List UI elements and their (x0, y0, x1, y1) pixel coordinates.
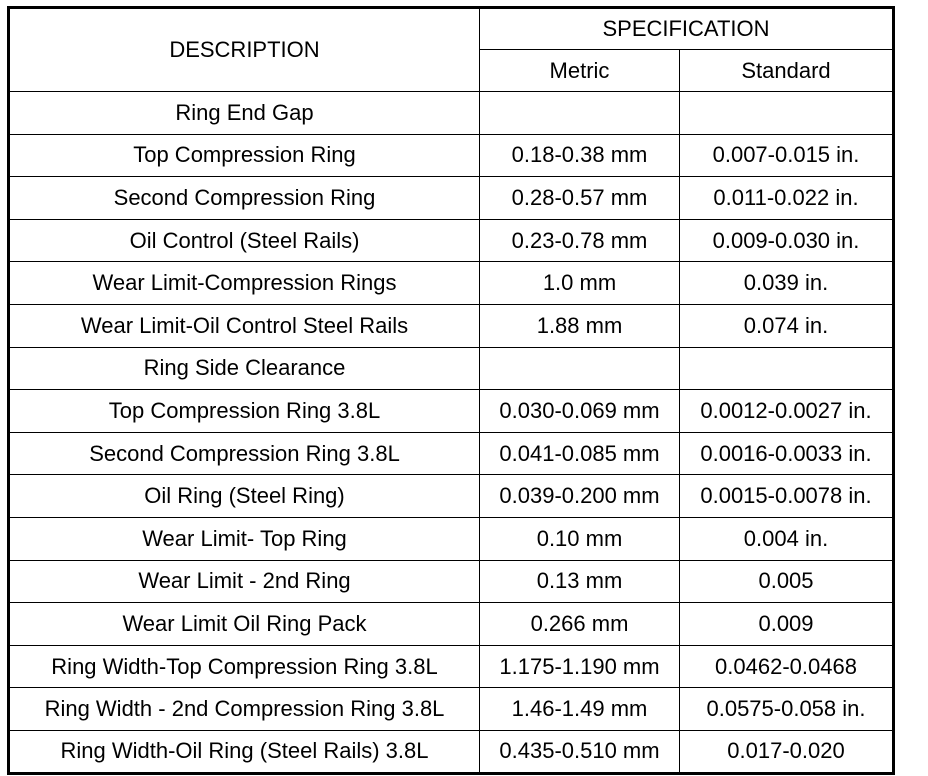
standard-cell: 0.007-0.015 in. (680, 134, 894, 177)
specification-table (7, 6, 895, 775)
description-cell: Ring Width-Top Compression Ring 3.8L (9, 645, 480, 688)
standard-cell (680, 347, 894, 390)
metric-cell: 1.46-1.49 mm (480, 688, 680, 731)
description-header: DESCRIPTION (9, 8, 480, 92)
metric-cell: 1.175-1.190 mm (480, 645, 680, 688)
metric-cell: 1.88 mm (480, 304, 680, 347)
description-cell: Top Compression Ring 3.8L (9, 390, 480, 433)
standard-cell: 0.017-0.020 (680, 730, 894, 773)
description-cell: Wear Limit - 2nd Ring (9, 560, 480, 603)
metric-cell: 0.030-0.069 mm (480, 390, 680, 433)
table-row (9, 134, 894, 177)
description-cell: Oil Control (Steel Rails) (9, 219, 480, 262)
table-row (9, 92, 894, 135)
table-row (9, 645, 894, 688)
standard-cell: 0.004 in. (680, 517, 894, 560)
metric-cell (480, 347, 680, 390)
standard-cell: 0.0575-0.058 in. (680, 688, 894, 731)
standard-cell: 0.0015-0.0078 in. (680, 475, 894, 518)
description-cell: Ring Side Clearance (9, 347, 480, 390)
description-cell: Wear Limit- Top Ring (9, 517, 480, 560)
description-cell: Second Compression Ring 3.8L (9, 432, 480, 475)
metric-cell: 1.0 mm (480, 262, 680, 305)
table-row (9, 603, 894, 646)
metric-cell: 0.266 mm (480, 603, 680, 646)
standard-cell: 0.039 in. (680, 262, 894, 305)
description-cell: Top Compression Ring (9, 134, 480, 177)
description-cell: Wear Limit-Oil Control Steel Rails (9, 304, 480, 347)
table-row (9, 517, 894, 560)
metric-cell: 0.435-0.510 mm (480, 730, 680, 773)
metric-cell: 0.23-0.78 mm (480, 219, 680, 262)
metric-cell (480, 92, 680, 135)
description-cell: Ring Width-Oil Ring (Steel Rails) 3.8L (9, 730, 480, 773)
metric-cell: 0.039-0.200 mm (480, 475, 680, 518)
metric-cell: 0.28-0.57 mm (480, 177, 680, 220)
description-cell: Ring End Gap (9, 92, 480, 135)
table-row (9, 177, 894, 220)
description-cell: Wear Limit-Compression Rings (9, 262, 480, 305)
table-row (9, 560, 894, 603)
description-cell: Wear Limit Oil Ring Pack (9, 603, 480, 646)
standard-cell: 0.011-0.022 in. (680, 177, 894, 220)
description-cell: Oil Ring (Steel Ring) (9, 475, 480, 518)
table-row (9, 390, 894, 433)
table-row (9, 475, 894, 518)
table-row (9, 432, 894, 475)
standard-cell: 0.074 in. (680, 304, 894, 347)
header-row-top (9, 8, 894, 50)
standard-cell: 0.0016-0.0033 in. (680, 432, 894, 475)
standard-cell: 0.005 (680, 560, 894, 603)
metric-cell: 0.18-0.38 mm (480, 134, 680, 177)
specification-header: SPECIFICATION (480, 8, 894, 50)
table-row (9, 347, 894, 390)
standard-cell: 0.0012-0.0027 in. (680, 390, 894, 433)
description-cell: Ring Width - 2nd Compression Ring 3.8L (9, 688, 480, 731)
standard-cell: 0.0462-0.0468 (680, 645, 894, 688)
table-row (9, 219, 894, 262)
standard-cell: 0.009-0.030 in. (680, 219, 894, 262)
description-cell: Second Compression Ring (9, 177, 480, 220)
standard-cell: 0.009 (680, 603, 894, 646)
metric-cell: 0.13 mm (480, 560, 680, 603)
metric-cell: 0.10 mm (480, 517, 680, 560)
standard-cell (680, 92, 894, 135)
metric-cell: 0.041-0.085 mm (480, 432, 680, 475)
table-row (9, 730, 894, 773)
table-row (9, 262, 894, 305)
table-row (9, 688, 894, 731)
table-row (9, 304, 894, 347)
metric-header: Metric (480, 50, 680, 92)
standard-header: Standard (680, 50, 894, 92)
